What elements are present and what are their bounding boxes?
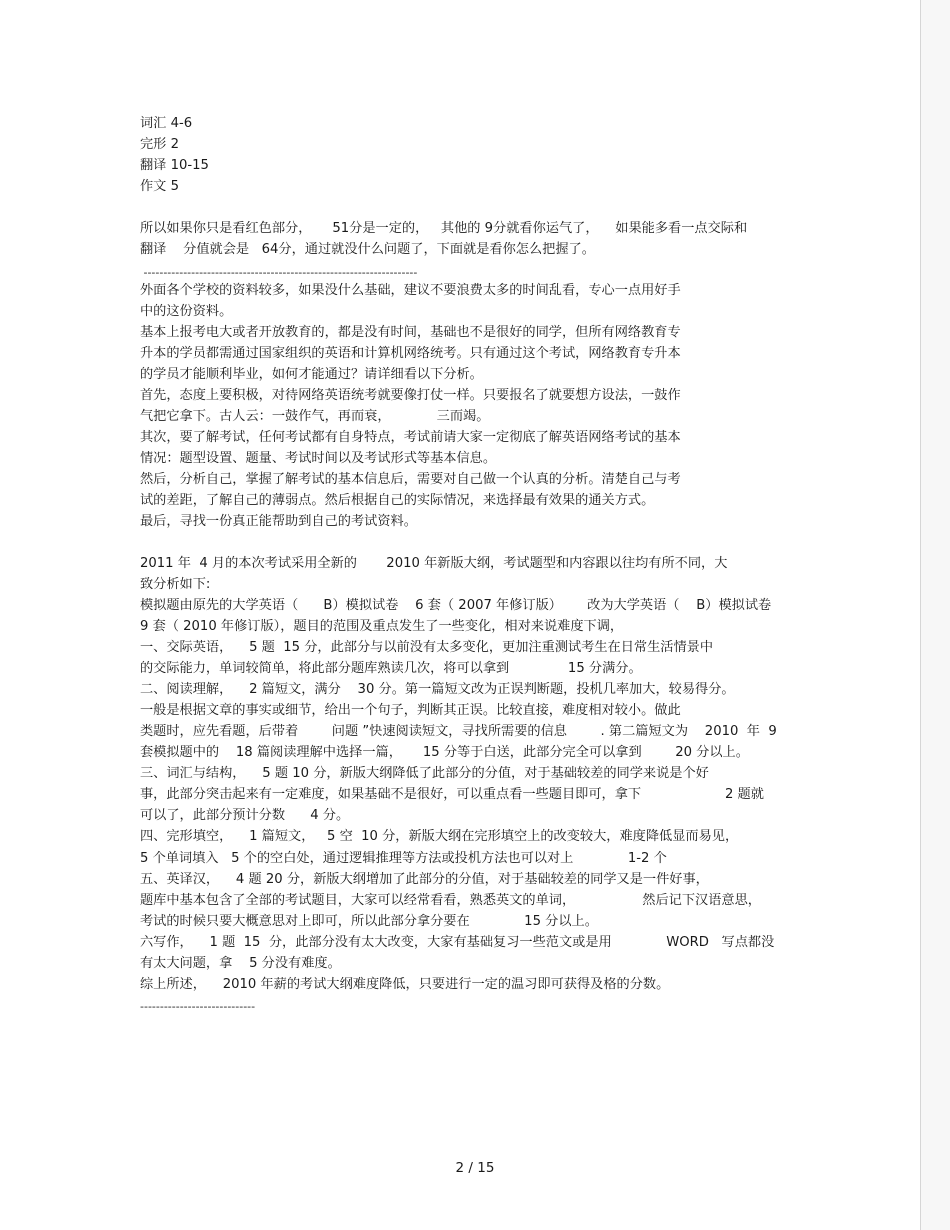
paragraph-line: 有太大问题，拿 5 分没有难度。 bbox=[140, 956, 341, 971]
paragraph-line: 二、阅读理解， 2 篇短文，满分 30 分。第一篇短文改为正误判断题，投机几率加大，较易得分。 bbox=[140, 682, 735, 697]
separator-line: ----------------------------- bbox=[140, 1000, 256, 1013]
separator-line: --------------------------------------------------------------------- bbox=[140, 266, 418, 279]
viewer-margin bbox=[921, 0, 950, 1230]
paragraph-line: 的交际能力，单词较简单，将此部分题库熟读几次，将可以拿到 15 分满分。 bbox=[140, 661, 642, 676]
paragraph-line: 最后，寻找一份真正能帮助到自己的考试资料。 bbox=[140, 514, 417, 529]
paragraph-line: 翻译 分值就会是 64分，通过就没什么问题了，下面就是看你怎么把握了。 bbox=[140, 242, 595, 257]
paragraph-line: 致分析如下: bbox=[140, 577, 211, 592]
page-number: 2 / 15 bbox=[455, 1160, 495, 1176]
paragraph-line: 外面各个学校的资料较多，如果没什么基础，建议不要浪费太多的时间乱看，专心一点用好手 bbox=[140, 283, 681, 298]
paragraph-line: 试的差距，了解自己的薄弱点。然后根据自己的实际情况，来选择最有效果的通关方式。 bbox=[140, 493, 655, 508]
page-edge bbox=[920, 0, 921, 1230]
paragraph-line: 题库中基本包含了全部的考试题目，大家可以经常看看，熟悉英文的单词， 然后记下汉语意思， bbox=[140, 893, 761, 908]
paragraph-line: 套模拟题中的 18 篇阅读理解中选择一篇， 15 分等于白送，此部分完全可以拿到 20 分以上。 bbox=[140, 745, 749, 760]
paragraph-line: 所以如果你只是看红色部分， 51分是一定的， 其他的 9分就看你运气了， 如果能多看一点交际和 bbox=[140, 221, 748, 236]
paragraph-line: 一般是根据文章的事实或细节，给出一个句子，判断其正误。比较直接，难度相对较小。做此 bbox=[140, 703, 681, 718]
paragraph-line: 情况：题型设置、题量、考试时间以及考试形式等基本信息。 bbox=[140, 451, 497, 466]
score-item: 完形 2 bbox=[140, 137, 179, 152]
paragraph-line: 四、完形填空， 1 篇短文， 5 空 10 分，新版大纲在完形填空上的改变较大，难度降低显而易见， bbox=[140, 829, 739, 844]
paragraph-line: 2011 年 4 月的本次考试采用全新的 2010 年新版大纲，考试题型和内容跟以往均有所不同，大 bbox=[140, 556, 728, 571]
paragraph-line: 类题时，应先看题，后带着 问题 ”快速阅读短文，寻找所需要的信息 . 第二篇短文为 2010 年 9 bbox=[140, 724, 777, 739]
paragraph-line: 五、英译汉， 4 题 20 分，新版大纲增加了此部分的分值，对于基础较差的同学又是一件好事， bbox=[140, 872, 709, 887]
paragraph-line: 9 套（ 2010 年修订版），题目的范围及重点发生了一些变化，相对来说难度下调， bbox=[140, 619, 624, 634]
paragraph-line: 气把它拿下。古人云：一鼓作气，再而衰， 三而竭。 bbox=[140, 409, 490, 424]
score-item: 词汇 4-6 bbox=[140, 116, 193, 131]
paragraph-line: 其次，要了解考试，任何考试都有自身特点，考试前请大家一定彻底了解英语网络考试的基本 bbox=[140, 430, 681, 445]
paragraph-line: 中的这份资料。 bbox=[140, 304, 233, 319]
paragraph-line: 首先，态度上要积极，对待网络英语统考就要像打仗一样。只要报名了就要想方设法，一鼓作 bbox=[140, 388, 681, 403]
paragraph-line: 一、交际英语， 5 题 15 分，此部分与以前没有太多变化，更加注重测试考生在日常生活情景中 bbox=[140, 640, 714, 655]
paragraph-line: 然后，分析自己，掌握了解考试的基本信息后，需要对自己做一个认真的分析。清楚自己与考 bbox=[140, 472, 681, 487]
paragraph-line: 综上所述， 2010 年薪的考试大纲难度降低，只要进行一定的温习即可获得及格的分数。 bbox=[140, 977, 670, 992]
paragraph-line: 三、词汇与结构， 5 题 10 分，新版大纲降低了此部分的分值，对于基础较差的同学来说是个好 bbox=[140, 766, 709, 781]
paragraph-line: 六写作， 1 题 15 分，此部分没有太大改变，大家有基础复习一些范文或是用 WORD 写点都没 bbox=[140, 935, 775, 950]
paragraph-line: 可以了，此部分预计分数 4 分。 bbox=[140, 808, 350, 823]
paragraph-line: 基本上报考电大或者开放教育的，都是没有时间，基础也不是很好的同学，但所有网络教育专 bbox=[140, 325, 681, 340]
paragraph-line: 模拟题由原先的大学英语（ B）模拟试卷 6 套（ 2007 年修订版） 改为大学英语（ B）模拟试卷 bbox=[140, 598, 772, 613]
paragraph-line: 5 个单词填入 5 个的空白处，通过逻辑推理等方法或投机方法也可以对上 1-2 个 bbox=[140, 851, 667, 866]
paragraph-line: 的学员才能顺利毕业，如何才能通过？请详细看以下分析。 bbox=[140, 367, 483, 382]
paragraph-line: 升本的学员都需通过国家组织的英语和计算机网络统考。只有通过这个考试，网络教育专升本 bbox=[140, 346, 681, 361]
paragraph-line: 考试的时候只要大概意思对上即可，所以此部分拿分要在 15 分以上。 bbox=[140, 914, 598, 929]
paragraph-line: 事，此部分突击起来有一定难度，如果基础不是很好，可以重点看一些题目即可，拿下 2 题就 bbox=[140, 787, 764, 802]
score-item: 翻译 10-15 bbox=[140, 158, 209, 173]
score-item: 作文 5 bbox=[140, 179, 179, 194]
